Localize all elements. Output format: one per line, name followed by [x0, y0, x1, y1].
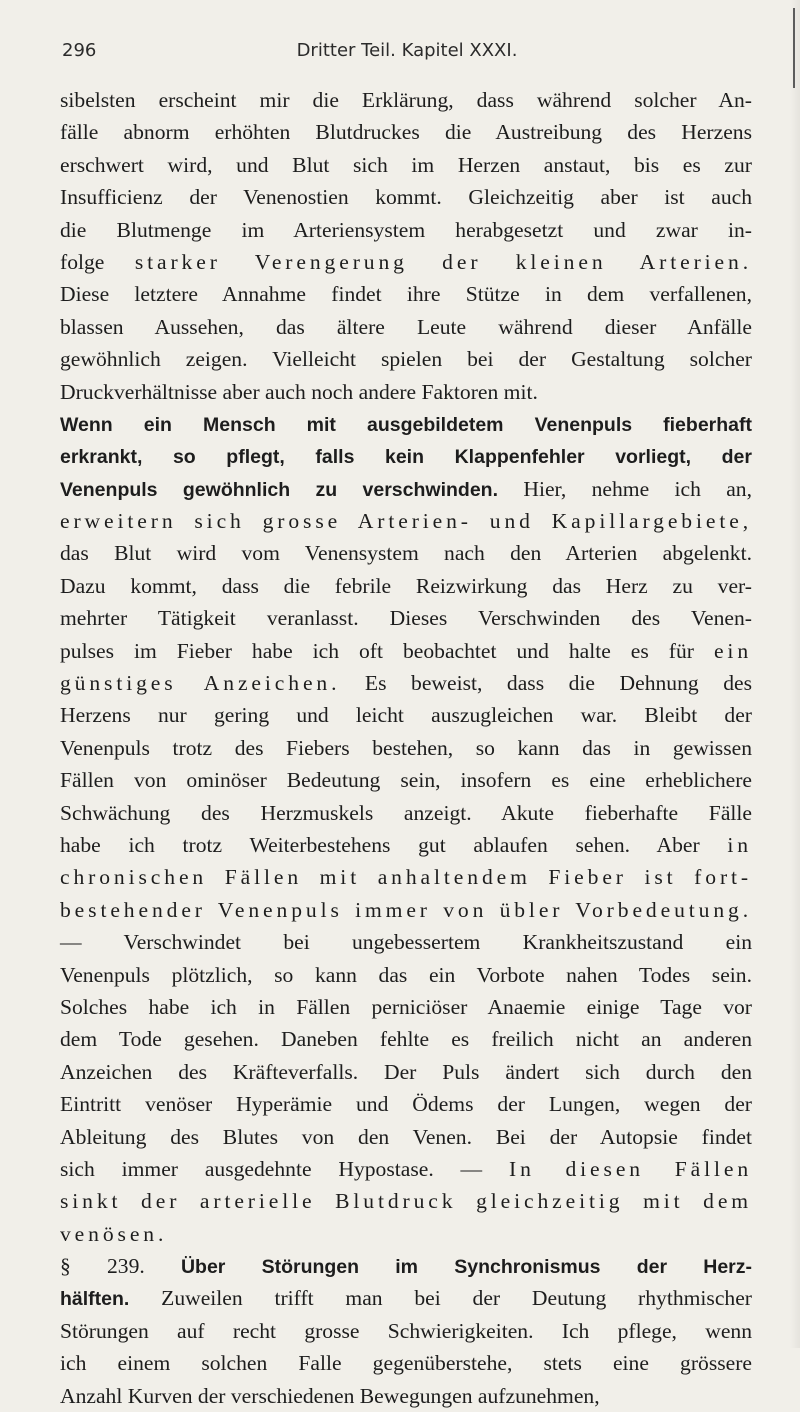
running-title: Dritter Teil. Kapitel XXXI.: [296, 40, 518, 61]
text-run: Wenn ein Mensch mit ausgebildetem Venenpuls fieberhaft: [60, 413, 752, 436]
text-run: erweitern sich grosse Arterien- und Kapillargebiete,: [60, 509, 752, 534]
text-line: [60, 149, 752, 181]
text-line: [60, 894, 752, 926]
text-line: [60, 1282, 752, 1314]
text-line: [60, 1315, 752, 1347]
text-run: Fällen von ominöser Bedeutung sein, insofern es eine erheblichere: [60, 768, 752, 793]
text-line: [60, 1121, 752, 1153]
page-edge-line: [793, 8, 795, 88]
text-line: [60, 440, 752, 472]
text-line: [60, 1153, 752, 1185]
text-line: [60, 635, 752, 667]
text-run: ich einem solchen Falle gegenüberstehe, stets eine grössere: [60, 1351, 752, 1376]
text-run: das Blut wird vom Venensystem nach den Arterien abgelenkt.: [60, 541, 752, 566]
text-line: [60, 505, 752, 537]
text-line: [60, 1088, 752, 1120]
text-line: [60, 116, 752, 148]
text-run: Solches habe ich in Fällen perniciöser Anaemie einige Tage vor: [60, 994, 752, 1019]
text-run: — Verschwindet bei ungebessertem Krankheitszustand ein: [60, 930, 752, 955]
text-run: bestehender Venenpuls immer von übler Vorbedeutung.: [60, 897, 752, 922]
text-line: [60, 764, 752, 796]
text-run: erschwert wird, und Blut sich im Herzen anstaut, bis es zur: [60, 152, 752, 177]
text-line: [60, 732, 752, 764]
text-run: Diese letztere Annahme findet ihre Stütze in dem verfallenen,: [60, 282, 752, 307]
text-line: [60, 602, 752, 634]
text-line: [60, 667, 752, 699]
text-run: chronischen Fällen mit anhaltendem Fieber ist fort-: [60, 865, 752, 890]
text-run: Venenpuls trotz des Fiebers bestehen, so kann das in gewissen: [60, 735, 752, 760]
text-run: Druckverhältnisse aber auch noch andere Faktoren mit.: [60, 379, 538, 404]
text-run: Schwächung des Herzmuskels anzeigt. Akute fieberhafte Fälle: [60, 800, 752, 825]
text-run: folge: [60, 249, 135, 274]
page-edge-shadow: [790, 0, 800, 1348]
text-run: ein: [713, 638, 752, 663]
text-run: Venenpuls plötzlich, so kann das ein Vorbote nahen Todes sein.: [60, 962, 752, 987]
page-number: 296: [62, 40, 97, 61]
text-line: [60, 1380, 752, 1412]
text-run: dem Tode gesehen. Daneben fehlte es freilich nicht an anderen: [60, 1027, 752, 1052]
text-line: [60, 1250, 752, 1282]
text-run: mehrter Tätigkeit veranlasst. Dieses Verschwinden des Venen-: [60, 606, 752, 631]
text-line: [60, 1056, 752, 1088]
text-run: venösen.: [60, 1221, 168, 1246]
text-run: fälle abnorm erhöhten Blutdruckes die Austreibung des Herzens: [60, 120, 752, 145]
text-run: erkrankt, so pflegt, falls kein Klappenfehler vorliegt, der: [60, 446, 752, 469]
text-run: Zuweilen trifft man bei der Deutung rhythmischer: [129, 1286, 752, 1311]
text-line: [60, 537, 752, 569]
page-header: [62, 40, 752, 70]
text-run: günstiges Anzeichen.: [60, 671, 341, 696]
text-line: [60, 214, 752, 246]
text-run: gewöhnlich zeigen. Vielleicht spielen bei der Gestaltung solcher: [60, 347, 752, 372]
text-line: [60, 181, 752, 213]
text-line: [60, 829, 752, 861]
text-run: die Blutmenge im Arteriensystem herabgesetzt und zwar in-: [60, 217, 752, 242]
text-line: [60, 959, 752, 991]
text-run: habe ich trotz Weiterbestehens gut ablaufen sehen. Aber: [60, 832, 728, 857]
text-run: Dazu kommt, dass die febrile Reizwirkung das Herz zu ver-: [60, 573, 752, 598]
text-line: [60, 343, 752, 375]
text-run: Hier, nehme ich an,: [498, 476, 753, 501]
text-run: sinkt der arterielle Blutdruck gleichzeitig mit dem: [60, 1189, 752, 1214]
text-line: [60, 1185, 752, 1217]
text-run: Störungen auf recht grosse Schwierigkeiten. Ich pflege, wenn: [60, 1318, 752, 1343]
text-run: Venenpuls gewöhnlich zu verschwinden.: [60, 478, 498, 501]
text-run: sibelsten erscheint mir die Erklärung, dass während solcher An-: [60, 88, 752, 112]
text-line: [60, 926, 752, 958]
text-line: [60, 246, 752, 278]
text-line: [60, 473, 752, 505]
text-run: in: [727, 832, 752, 857]
text-line: [60, 699, 752, 731]
text-line: [60, 1023, 752, 1055]
text-line: [60, 311, 752, 343]
body-text: [60, 84, 752, 1412]
text-run: Anzahl Kurven der verschiedenen Bewegungen aufzunehmen,: [60, 1383, 600, 1408]
text-run: Über Störungen im Synchronismus der Herz-: [180, 1256, 753, 1279]
text-line: [60, 861, 752, 893]
text-run: Es beweist, dass die Dehnung des: [340, 671, 752, 696]
text-line: [60, 1347, 752, 1379]
text-line: [60, 408, 752, 440]
text-run: § 239.: [60, 1254, 181, 1279]
text-run: Eintritt venöser Hyperämie und Ödems der Lungen, wegen der: [60, 1092, 752, 1117]
text-line: [60, 376, 752, 408]
text-line: [60, 278, 752, 310]
text-run: sich immer ausgedehnte Hypostase. —: [60, 1156, 509, 1181]
text-run: starker Verengerung der kleinen Arterien.: [134, 249, 752, 274]
text-run: Insufficienz der Venenostien kommt. Gleichzeitig aber ist auch: [60, 185, 752, 210]
text-line: [60, 797, 752, 829]
text-run: Herzens nur gering und leicht auszugleichen war. Bleibt der: [60, 703, 752, 728]
text-line: [60, 570, 752, 602]
text-run: Ableitung des Blutes von den Venen. Bei der Autopsie findet: [60, 1124, 752, 1149]
text-run: hälften.: [60, 1288, 130, 1311]
text-line: [60, 991, 752, 1023]
text-line: [60, 1218, 752, 1250]
text-run: blassen Aussehen, das ältere Leute während dieser Anfälle: [60, 314, 752, 339]
text-run: Anzeichen des Kräfteverfalls. Der Puls ändert sich durch den: [60, 1059, 752, 1084]
text-run: In diesen Fällen: [509, 1156, 752, 1181]
text-run: pulses im Fieber habe ich oft beobachtet und halte es für: [60, 638, 714, 663]
text-line: [60, 84, 752, 116]
